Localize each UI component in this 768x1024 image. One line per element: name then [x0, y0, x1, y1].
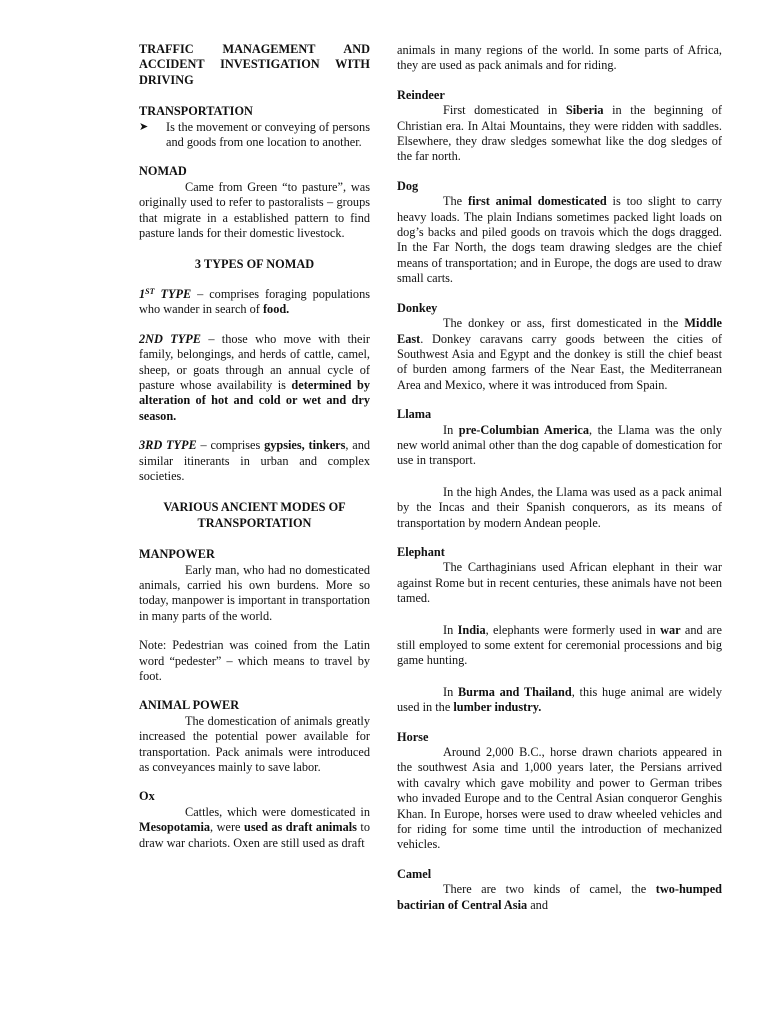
elephant-text-1: The Carthaginians used African elephant in their war against Rome but in recent centuries, these animals have not been tamed.: [397, 560, 722, 606]
elephant-p3-t2: , this huge animal are widely used in the: [397, 684, 722, 715]
arrowhead-bullet-icon: ➤: [139, 120, 149, 133]
camel-t2: and: [527, 897, 548, 912]
elephant-text-3: [397, 685, 722, 716]
transportation-definition: Is the movement or conveying of persons and goods from one location to another.: [166, 119, 370, 150]
donkey-t1: The donkey or ass, first domesticated in the: [443, 316, 685, 331]
nomad-text: Came from Green “to pasture”, was originally used to refer to pastoralists – groups that migrate in a established pattern to find pasture lands for their domestic livestock.: [139, 179, 370, 241]
elephant-p2-t2: , elephants were formerly used in: [485, 622, 661, 637]
llama-heading: Llama: [397, 407, 432, 422]
type2-text: – those who move with their family, belongings, and herds of cattle, camel, sheep, or goats through an annual cycle of pasture whose availability is: [139, 331, 370, 392]
elephant-p3-t1: In: [443, 684, 458, 699]
ox-b1: Mesopotamia: [139, 820, 211, 835]
donkey-text: [397, 316, 722, 393]
left-column: [139, 42, 370, 851]
type2-bold: determined by alteration of hot and cold or wet and dry season.: [139, 377, 371, 423]
type2-label: 2ND TYPE: [139, 331, 201, 346]
ox-heading: Ox: [139, 789, 155, 804]
reindeer-heading: Reindeer: [397, 87, 445, 102]
donkey-b1: Middle East: [397, 316, 722, 346]
llama-t1: In: [443, 422, 459, 437]
pedestrian-note: Note: Pedestrian was coined from the Latin word “pedester” – which means to travel by foot.: [139, 638, 370, 683]
camel-text: [397, 882, 722, 913]
dog-t1: The: [443, 194, 468, 209]
nomad-type-1: [139, 287, 370, 318]
ox-continued-text: animals in many regions of the world. In some parts of Africa, they are used as pack animals and for riding.: [397, 43, 722, 73]
type1-text: – comprises foraging populations who wander in search of: [139, 286, 370, 317]
donkey-heading: Donkey: [397, 300, 438, 315]
elephant-p2-t3: and are still employed to some extent for ceremonial processions and big game hunting.: [397, 622, 722, 668]
reindeer-t1: First domesticated in: [443, 103, 566, 118]
donkey-t2: . Donkey caravans carry goods between the cities of Southwest Asia and Egypt and the donkey is still the chief beast of burden among farmers of the Near East, the Mediterranean Area and Mexico, where it was introduced from Spain.: [397, 331, 722, 392]
elephant-p3-b1: Burma and Thailand: [457, 684, 572, 699]
dog-heading: Dog: [397, 178, 419, 193]
dog-b1: first animal domesticated: [467, 194, 607, 209]
elephant-p2-b1: India: [457, 622, 486, 637]
types-of-nomad-heading: 3 TYPES OF NOMAD: [194, 257, 315, 272]
document-title: TRAFFIC MANAGEMENT AND ACCIDENT INVESTIGATION WITH DRIVING: [139, 42, 370, 87]
camel-t1: There are two kinds of camel, the: [443, 882, 656, 897]
dog-text: [397, 194, 722, 286]
ox-t1: Cattles, which were domesticated in: [185, 804, 370, 819]
horse-text: Around 2,000 B.C., horse drawn chariots appeared in the southwest Asia and 1,000 years later, the Persians arrived with cavalry which gave mobility and power to German tribes who invaded Europe and to the Central Asian conqueror Genghis Khan. In Europe, horses were used to draw wheeled vehicles and for riding for some time until the introduction of mechanized vehicles.: [397, 745, 722, 852]
nomad-type-3: [139, 438, 370, 484]
ancient-modes-heading: VARIOUS ANCIENT MODES OF TRANSPORTATION: [163, 500, 346, 530]
dog-t2: is too slight to carry heavy loads. The plain Indians sometimes packed light loads on dog’s backs and piled goods on travois which the dogs dragged. In the Far North, the dogs team drawing sledges are the chief means of transportation; and in Europe, the dogs are used to draw small carts.: [397, 194, 722, 286]
ox-text: [139, 805, 370, 851]
elephant-p2-t1: In: [443, 622, 458, 637]
transportation-bullet: [139, 120, 370, 151]
llama-t2: , the Llama was the only new world animal other than the dog capable of domestication for use in transport.: [397, 422, 723, 468]
horse-heading: Horse: [397, 729, 429, 744]
type1-bold: food.: [262, 302, 290, 317]
elephant-text-2: [397, 623, 722, 669]
ox-t2: , were: [210, 820, 244, 835]
nomad-type-2: [139, 332, 370, 424]
animal-power-text: The domestication of animals greatly increased the potential power available for transportation. Pack animals were introduced as conveyances mainly to save labor.: [139, 713, 370, 775]
camel-heading: Camel: [397, 866, 432, 881]
reindeer-t2: in the beginning of Christian era. In Altai Mountains, they were ridden with saddles. Elsewhere, they draw sledges somewhat like the dog sledges of the far north.: [397, 103, 723, 164]
type1-label: 1: [139, 286, 146, 301]
reindeer-b1: Siberia: [565, 103, 604, 118]
ox-b2: used as draft animals: [243, 820, 357, 835]
type3-label: 3RD TYPE: [139, 438, 197, 453]
llama-b1: pre-Columbian America: [458, 422, 590, 437]
llama-text: [397, 423, 722, 469]
type3-text1: – comprises: [196, 438, 265, 453]
nomad-heading: NOMAD: [139, 164, 187, 179]
transportation-heading: TRANSPORTATION: [139, 104, 253, 119]
type1-label2: TYPE: [154, 286, 192, 301]
manpower-heading: MANPOWER: [139, 547, 215, 562]
type3-text2: , and similar itinerants in urban and complex societies.: [139, 438, 371, 483]
ox-t3: to draw war chariots. Oxen are still used as draft: [139, 820, 370, 850]
elephant-heading: Elephant: [397, 544, 445, 559]
manpower-text: Early man, who had no domesticated animals, carried his own burdens. More so today, manpower is important in transportation in many parts of the world.: [139, 562, 370, 623]
type3-bold: gypsies, tinkers: [264, 438, 346, 453]
reindeer-text: [397, 103, 722, 165]
llama-text-2: In the high Andes, the Llama was used as a pack animal by the Incas and their Spanish conquerors, as its means of transportation by modern Andean people.: [397, 484, 722, 530]
right-column: [397, 43, 722, 913]
camel-b1: two-humped bactirian of Central Asia: [397, 882, 722, 912]
animal-power-heading: ANIMAL POWER: [139, 698, 240, 713]
elephant-p2-b2: war: [660, 622, 681, 637]
elephant-p3-b2: lumber industry.: [453, 700, 542, 715]
type1-sup: ST: [145, 286, 155, 296]
